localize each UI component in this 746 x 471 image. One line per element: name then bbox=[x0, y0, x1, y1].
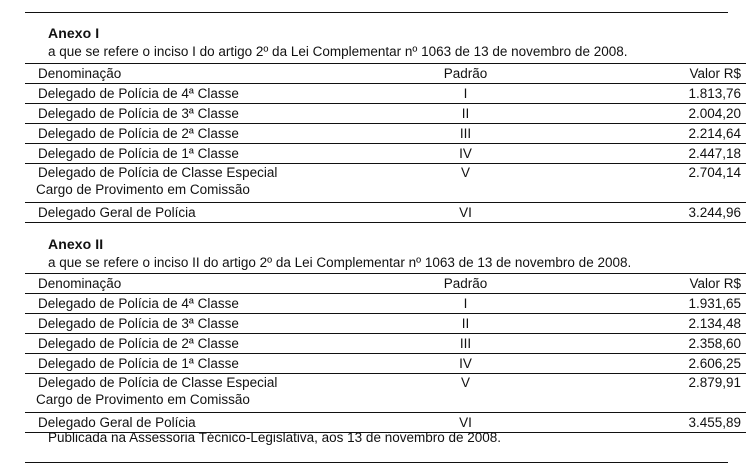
cell-padrao: IV bbox=[368, 354, 563, 374]
cell-denominacao-line1: Delegado de Polícia de Classe Especial bbox=[38, 375, 278, 390]
cell-valor: 2.358,60 bbox=[563, 334, 746, 354]
cell-denominacao-line2: Cargo de Provimento em Comissão bbox=[36, 392, 250, 407]
table-row bbox=[25, 144, 746, 164]
header-valor: Valor R$ bbox=[563, 64, 746, 84]
cell-denominacao bbox=[25, 374, 368, 413]
cell-denominacao: Delegado Geral de Polícia bbox=[25, 203, 368, 223]
annex-2-subtitle: a que se refere o inciso II do artigo 2º da Lei Complementar nº 1063 de 13 de novembro de 2008. bbox=[48, 255, 632, 270]
cell-valor: 2.606,25 bbox=[563, 354, 746, 374]
cell-padrao: III bbox=[368, 124, 563, 144]
annex-1-subtitle: a que se refere o inciso I do artigo 2º da Lei Complementar nº 1063 de 13 de novembro de 2008. bbox=[48, 44, 628, 59]
cell-denominacao-line1: Delegado de Polícia de Classe Especial bbox=[38, 165, 278, 180]
cell-valor: 2.004,20 bbox=[563, 104, 746, 124]
table-row bbox=[25, 294, 746, 314]
bottom-rule bbox=[25, 462, 728, 463]
cell-denominacao: Delegado de Polícia de 1ª Classe bbox=[25, 144, 368, 164]
table-row bbox=[25, 104, 746, 124]
table-row bbox=[25, 314, 746, 334]
annex-2-table bbox=[25, 273, 746, 433]
header-valor: Valor R$ bbox=[563, 274, 746, 294]
cell-valor: 3.244,96 bbox=[563, 203, 746, 223]
cell-denominacao: Delegado de Polícia de 4ª Classe bbox=[25, 294, 368, 314]
cell-denominacao-line2: Cargo de Provimento em Comissão bbox=[36, 182, 250, 197]
cell-valor: 2.214,64 bbox=[563, 124, 746, 144]
table-header-row bbox=[25, 274, 746, 294]
cell-padrao: V bbox=[368, 374, 563, 413]
table-row bbox=[25, 124, 746, 144]
cell-valor: 2.704,14 bbox=[563, 164, 746, 203]
cell-padrao: II bbox=[368, 314, 563, 334]
cell-denominacao: Delegado de Polícia de 4ª Classe bbox=[25, 84, 368, 104]
cell-denominacao: Delegado de Polícia de 3ª Classe bbox=[25, 104, 368, 124]
cell-denominacao: Delegado de Polícia de 2ª Classe bbox=[25, 334, 368, 354]
cell-denominacao: Delegado de Polícia de 2ª Classe bbox=[25, 124, 368, 144]
cell-padrao: IV bbox=[368, 144, 563, 164]
table-row bbox=[25, 203, 746, 223]
top-rule bbox=[25, 12, 728, 13]
table-header-row bbox=[25, 64, 746, 84]
publication-note: Publicada na Assessoria Técnico-Legislativa, aos 13 de novembro de 2008. bbox=[48, 430, 502, 445]
cell-valor: 1.931,65 bbox=[563, 294, 746, 314]
cell-valor: 2.879,91 bbox=[563, 374, 746, 413]
header-padrao: Padrão bbox=[368, 64, 563, 84]
cell-denominacao bbox=[25, 164, 368, 203]
cell-denominacao: Delegado de Polícia de 3ª Classe bbox=[25, 314, 368, 334]
table-row bbox=[25, 354, 746, 374]
cell-padrao: V bbox=[368, 164, 563, 203]
cell-valor: 3.455,89 bbox=[563, 413, 746, 433]
cell-padrao: II bbox=[368, 104, 563, 124]
cell-valor: 2.134,48 bbox=[563, 314, 746, 334]
cell-padrao: III bbox=[368, 334, 563, 354]
cell-padrao: VI bbox=[368, 413, 563, 433]
header-denominacao: Denominação bbox=[25, 64, 368, 84]
annex-2-title: Anexo II bbox=[48, 236, 104, 252]
cell-padrao: VI bbox=[368, 203, 563, 223]
table-row bbox=[25, 374, 746, 413]
header-denominacao: Denominação bbox=[25, 274, 368, 294]
cell-padrao: I bbox=[368, 84, 563, 104]
cell-denominacao: Delegado de Polícia de 1ª Classe bbox=[25, 354, 368, 374]
table-row bbox=[25, 84, 746, 104]
cell-padrao: I bbox=[368, 294, 563, 314]
cell-valor: 1.813,76 bbox=[563, 84, 746, 104]
header-padrao: Padrão bbox=[368, 274, 563, 294]
cell-denominacao: Delegado Geral de Polícia bbox=[25, 413, 368, 433]
cell-valor: 2.447,18 bbox=[563, 144, 746, 164]
table-row bbox=[25, 164, 746, 203]
annex-1-table bbox=[25, 63, 746, 223]
annex-1-title: Anexo I bbox=[48, 25, 100, 41]
table-row bbox=[25, 334, 746, 354]
